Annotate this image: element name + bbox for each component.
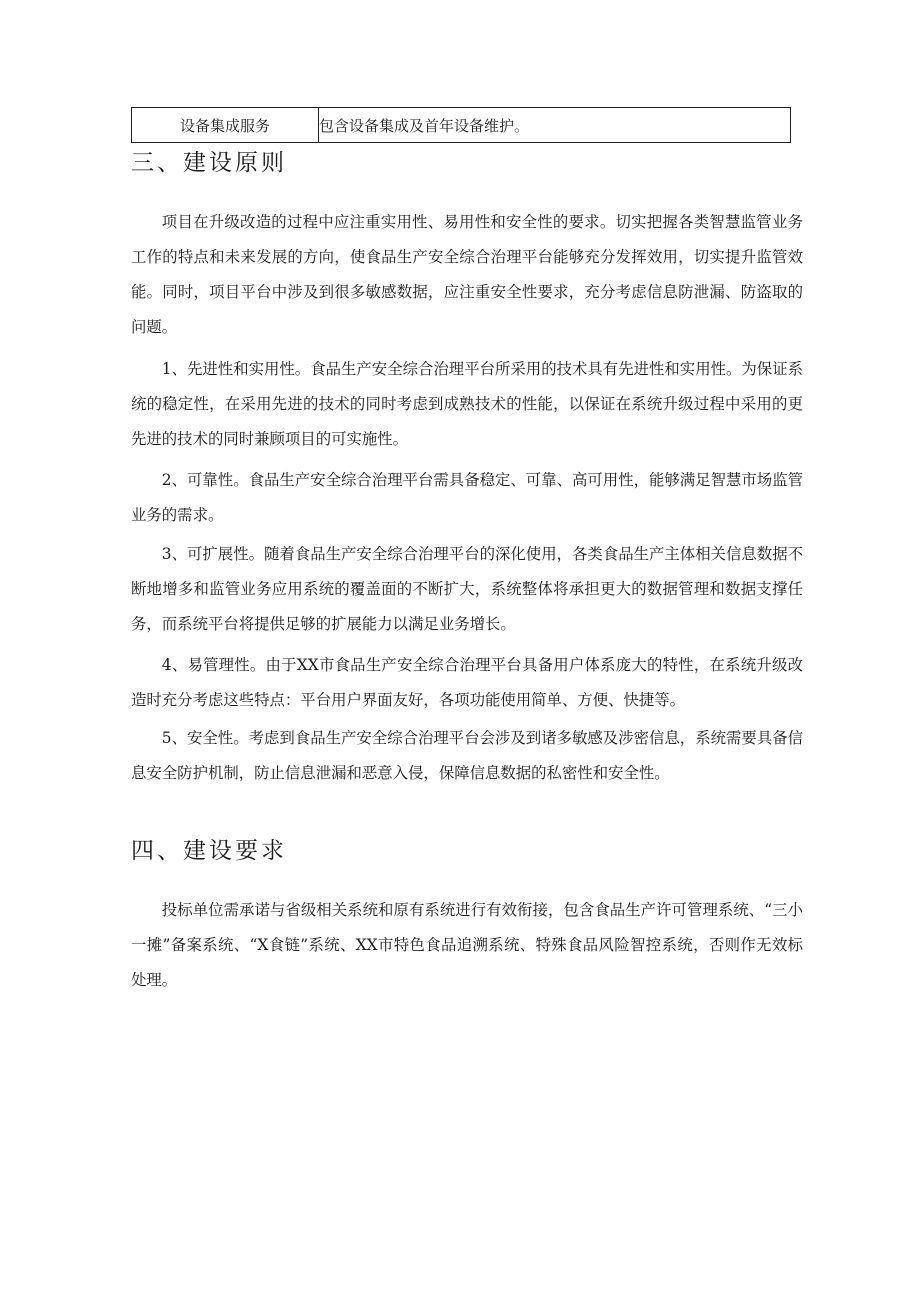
paragraph-principle-4: 4、易管理性。由于XX市食品生产安全综合治理平台具备用户体系庞大的特性，在系统升级改造时充分考虑这些特点：平台用户界面友好，各项功能使用简单、方便、快捷等。 bbox=[131, 656, 803, 709]
table-cell-name: 设备集成服务 bbox=[132, 108, 319, 143]
paragraph-requirements: 投标单位需承诺与省级相关系统和原有系统进行有效衔接，包含食品生产许可管理系统、“三小一摊”备案系统、“X食链”系统、XX市特色食品追溯系统、特殊食品风险智控系统，否则作无效标处理。 bbox=[131, 901, 803, 989]
table-cell-desc: 包含设备集成及首年设备维护。 bbox=[319, 108, 791, 143]
section-heading-requirements: 四、建设要求 bbox=[131, 838, 287, 864]
paragraph-intro: 项目在升级改造的过程中应注重实用性、易用性和安全性的要求。切实把握各类智慧监管业务工作的特点和未来发展的方向，使食品生产安全综合治理平台能够充分发挥效用，切实提升监管效能。同时，项目平台中涉及到很多敏感数据，应注重安全性要求，充分考虑信息防泄漏、防盗取的问题。 bbox=[131, 213, 803, 336]
table-row bbox=[132, 108, 791, 143]
paragraph-principle-2: 2、可靠性。食品生产安全综合治理平台需具备稳定、可靠、高可用性，能够满足智慧市场监管业务的需求。 bbox=[131, 471, 803, 524]
service-table bbox=[131, 107, 791, 143]
paragraph-principle-1: 1、先进性和实用性。食品生产安全综合治理平台所采用的技术具有先进性和实用性。为保证系统的稳定性，在采用先进的技术的同时考虑到成熟技术的性能，以保证在系统升级过程中采用的更先进的技术的同时兼顾项目的可实施性。 bbox=[131, 360, 803, 448]
paragraph-principle-3: 3、可扩展性。随着食品生产安全综合治理平台的深化使用，各类食品生产主体相关信息数据不断地增多和监管业务应用系统的覆盖面的不断扩大，系统整体将承担更大的数据管理和数据支撑任务，而系统平台将提供足够的扩展能力以满足业务增长。 bbox=[131, 545, 803, 633]
section-heading-principles: 三、建设原则 bbox=[131, 150, 287, 176]
paragraph-principle-5: 5、安全性。考虑到食品生产安全综合治理平台会涉及到诸多敏感及涉密信息，系统需要具备信息安全防护机制，防止信息泄漏和恶意入侵，保障信息数据的私密性和安全性。 bbox=[131, 729, 803, 782]
